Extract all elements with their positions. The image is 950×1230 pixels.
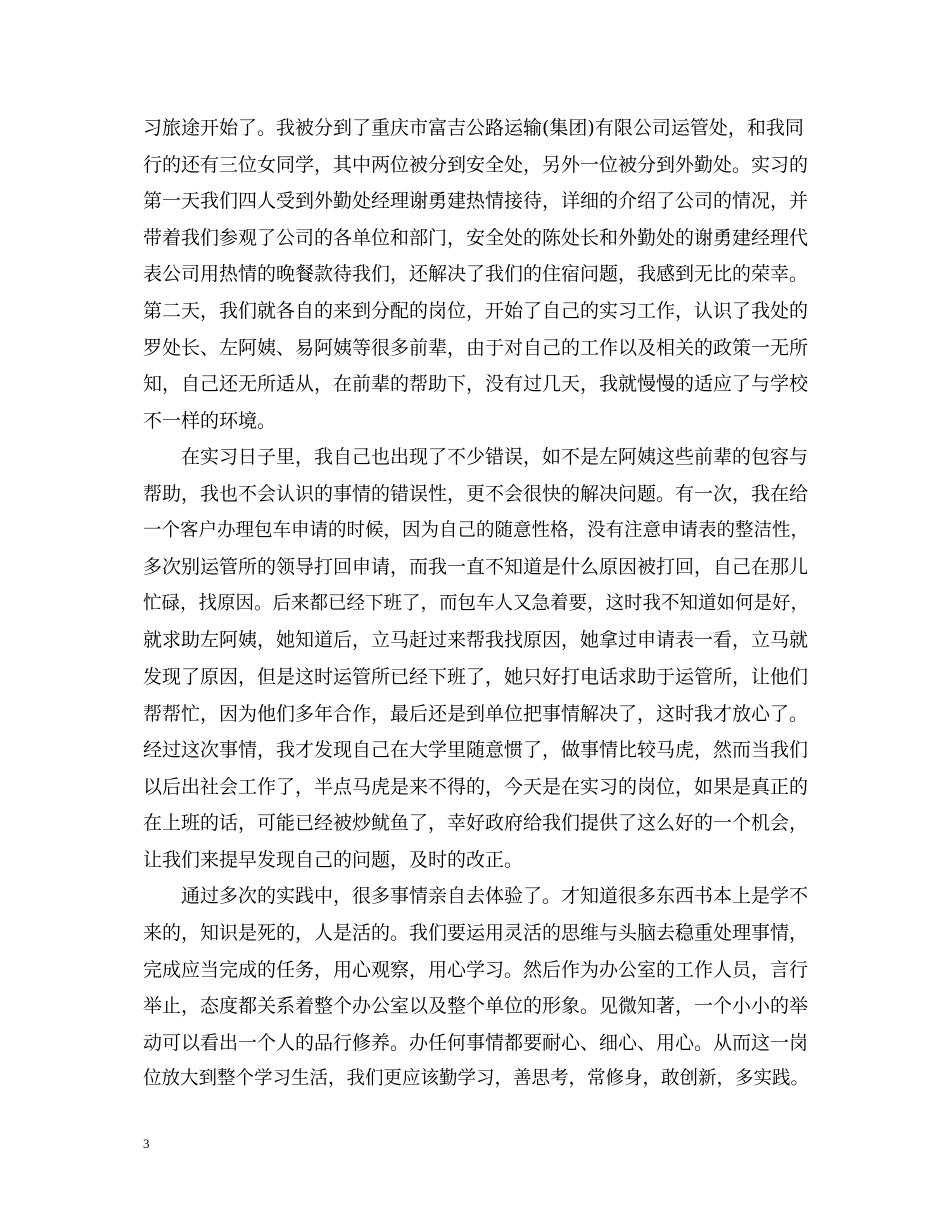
- text-line: 第二天，我们就各自的来到分配的岗位，开始了自己的实习工作，认识了我处的: [143, 299, 809, 322]
- text-line: 让我们来提早发现自己的问题，及时的改正。: [143, 848, 524, 871]
- text-line: 完成应当完成的任务，用心观察，用心学习。然后作为办公室的工作人员，言行: [143, 958, 809, 981]
- text-line: 在实习日子里，我自己也出现了不少错误，如不是左阿姨这些前辈的包容与: [143, 446, 809, 469]
- text-line: 忙碌，找原因。后来都已经下班了，而包车人又急着要，这时我不知道如何是好，: [143, 592, 810, 614]
- text-line: 习旅途开始了。我被分到了重庆市富吉公路运输(集团)有限公司运管处，和我同: [143, 117, 804, 139]
- text-line: 通过多次的实践中，很多事情亲自去体验了。才知道很多东西书本上是学不: [143, 885, 809, 908]
- body-text: [143, 110, 813, 1098]
- text-line: 表公司用热情的晚餐款待我们，还解决了我们的住宿问题，我感到无比的荣幸。: [143, 263, 809, 286]
- text-line: 经过这次事情，我才发现自己在大学里随意惯了，做事情比较马虎，然而当我们: [143, 739, 809, 762]
- text-line: 多次别运管所的领导打回申请，而我一直不知道是什么原因被打回，自己在那儿: [143, 556, 809, 579]
- text-line: 来的，知识是死的，人是活的。我们要运用灵活的思维与头脑去稳重处理事情，: [143, 922, 809, 945]
- text-line: 动可以看出一个人的品行修养。办任何事情都要耐心、细心、用心。从而这一岗: [143, 1031, 809, 1054]
- text-line: 就求助左阿姨，她知道后，立马赶过来帮我找原因，她拿过申请表一看，立马就: [143, 629, 809, 652]
- text-line: 一个客户办理包车申请的时候，因为自己的随意性格，没有注意申请表的整洁性，: [143, 519, 810, 541]
- text-line: 以后出社会工作了，半点马虎是来不得的，今天是在实习的岗位，如果是真正的: [143, 775, 809, 798]
- text-line: 帮帮忙，因为他们多年合作，最后还是到单位把事情解决了，这时我才放心了。: [143, 702, 809, 725]
- text-line: 行的还有三位女同学，其中两位被分到安全处，另外一位被分到外勤处。实习的: [143, 153, 809, 176]
- text-line: 第一天我们四人受到外勤处经理谢勇建热情接待，详细的介绍了公司的情况，并: [143, 190, 809, 213]
- text-line: 不一样的环境。: [143, 409, 277, 432]
- text-line: 罗处长、左阿姨、易阿姨等很多前辈，由于对自己的工作以及相关的政策一无所: [143, 336, 809, 359]
- text-line: 发现了原因，但是这时运管所已经下班了，她只好打电话求助于运管所，让他们: [143, 665, 809, 688]
- text-line: 知，自己还无所适从，在前辈的帮助下，没有过几天，我就慢慢的适应了与学校: [143, 373, 809, 396]
- text-line: 带着我们参观了公司的各单位和部门，安全处的陈处长和外勤处的谢勇建经理代: [143, 226, 809, 249]
- page-number: 3: [143, 1136, 150, 1151]
- text-line: 位放大到整个学习生活，我们更应该勤学习，善思考，常修身，敢创新，多实践。: [143, 1068, 810, 1090]
- text-line: 帮助，我也不会认识的事情的错误性，更不会很快的解决问题。有一次，我在给: [143, 482, 809, 505]
- text-line: 在上班的话，可能已经被炒鱿鱼了，幸好政府给我们提供了这么好的一个机会，: [143, 812, 809, 835]
- text-line: 举止，态度都关系着整个办公室以及整个单位的形象。见微知著，一个小小的举: [143, 995, 809, 1018]
